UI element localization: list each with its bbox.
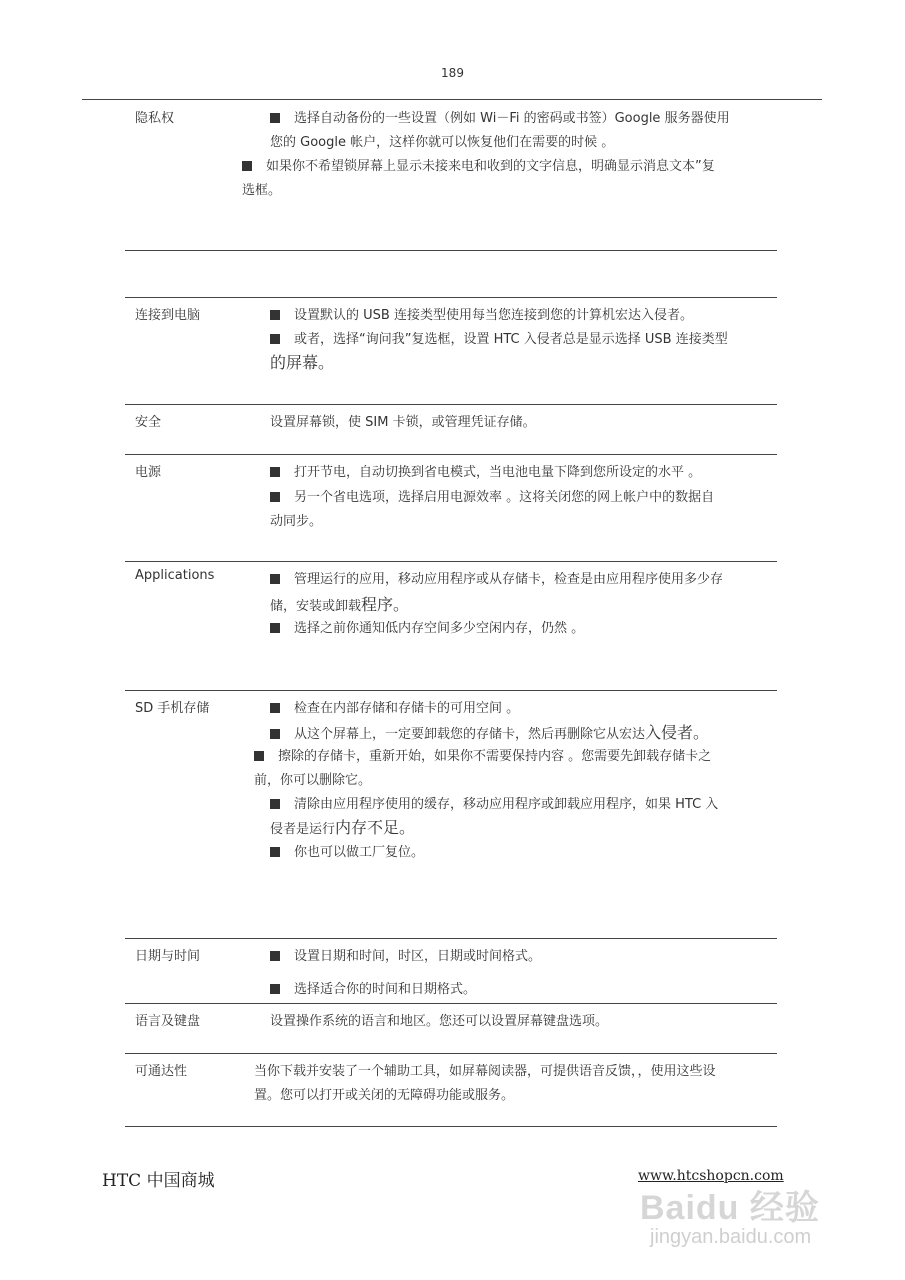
pc-line: 的屏幕。 <box>270 353 335 372</box>
accessibility-line: 置。您可以打开或关闭的无障碍功能或服务。 <box>254 1088 515 1103</box>
security-line: 设置屏幕锁，使 SIM 卡锁，或管理凭证存储。 <box>270 415 536 430</box>
bullet-square-icon <box>270 984 280 994</box>
datetime-line: 设置日期和时间，时区，日期或时间格式。 <box>270 945 541 964</box>
section-divider <box>125 1053 777 1054</box>
bullet-square-icon <box>270 703 280 713</box>
bullet-square-icon <box>270 467 280 477</box>
accessibility-line: 当你下载并安装了一个辅助工具，如屏幕阅读器，可提供语音反馈，，使用这些设 <box>254 1064 716 1079</box>
sd-label: SD 手机存储 <box>135 701 210 716</box>
apps-label: Applications <box>135 568 215 583</box>
apps-line: 管理运行的应用，移动应用程序或从存储卡，检查是由应用程序使用多少存 <box>270 568 723 587</box>
sd-line: 侵者是运行内存不足。 <box>270 818 416 837</box>
language-line: 设置操作系统的语言和地区。您还可以设置屏幕键盘选项。 <box>270 1014 609 1029</box>
datetime-line: 选择适合你的时间和日期格式。 <box>270 978 476 997</box>
privacy-line: 选择自动备份的一些设置（例如 Wi－Fi 的密码或书签）Google 服务器使用 <box>270 107 730 126</box>
power-line: 打开节电，自动切换到省电模式，当电池电量下降到您所设定的水平 。 <box>270 461 701 480</box>
section-divider <box>125 297 777 298</box>
bullet-square-icon <box>242 161 252 171</box>
footer-store-name: HTC 中国商城 <box>102 1171 215 1191</box>
top-rule <box>82 99 822 100</box>
section-divider <box>125 561 777 562</box>
power-line: 另一个省电选项，选择启用电源效率 。这将关闭您的网上帐户中的数据自 <box>270 486 714 505</box>
bullet-square-icon <box>270 334 280 344</box>
privacy-line: 选框。 <box>242 183 282 198</box>
section-divider <box>125 690 777 691</box>
footer-url-link[interactable]: www.htcshopcn.com <box>638 1168 784 1184</box>
pc-line: 或者，选择“询问我”复选框，设置 HTC 入侵者总是显示选择 USB 连接类型 <box>270 328 728 347</box>
sd-line: 清除由应用程序使用的缓存，移动应用程序或卸载应用程序，如果 HTC 入 <box>270 793 718 812</box>
bullet-square-icon <box>270 951 280 961</box>
sd-line: 你也可以做工厂复位。 <box>270 841 424 860</box>
bullet-square-icon <box>270 492 280 502</box>
privacy-label: 隐私权 <box>135 111 175 126</box>
bullet-square-icon <box>270 799 280 809</box>
pc-line: 设置默认的 USB 连接类型使用每当您连接到您的计算机宏达入侵者。 <box>270 304 693 323</box>
apps-line: 储，安装或卸载程序。 <box>270 595 410 614</box>
bullet-square-icon <box>270 623 280 633</box>
apps-line: 选择之前你通知低内存空间多少空闲内存，仍然 。 <box>270 617 584 636</box>
section-divider <box>125 250 777 251</box>
section-divider <box>125 938 777 939</box>
security-label: 安全 <box>135 415 162 430</box>
accessibility-label: 可通达性 <box>135 1064 188 1079</box>
bullet-square-icon <box>270 310 280 320</box>
pc-label: 连接到电脑 <box>135 308 201 323</box>
bullet-square-icon <box>270 574 280 584</box>
section-divider <box>125 404 777 405</box>
sd-line: 前，你可以删除它。 <box>254 773 372 788</box>
section-divider <box>125 1003 777 1004</box>
power-label: 电源 <box>135 465 162 480</box>
sd-line: 擦除的存储卡，重新开始，如果你不需要保持内容 。您需要先卸载存储卡之 <box>254 745 711 764</box>
sd-line: 检查在内部存储和存储卡的可用空间 。 <box>270 697 519 716</box>
page-number: 189 <box>441 66 464 80</box>
privacy-line: 如果你不希望锁屏幕上显示未接来电和收到的文字信息，明确显示消息文本”复 <box>242 155 715 174</box>
datetime-label: 日期与时间 <box>135 949 201 964</box>
bullet-square-icon <box>254 751 264 761</box>
sd-line: 从这个屏幕上，一定要卸载您的存储卡，然后再删除它从宏达入侵者。 <box>270 720 709 743</box>
bullet-square-icon <box>270 847 280 857</box>
baidu-watermark-url: jingyan.baidu.com <box>650 1226 812 1248</box>
section-divider <box>125 454 777 455</box>
language-label: 语言及键盘 <box>135 1014 201 1029</box>
bullet-square-icon <box>270 113 280 123</box>
bottom-rule <box>125 1126 777 1127</box>
power-line: 动同步。 <box>270 514 323 529</box>
baidu-watermark-logo: Baidu 经验 <box>640 1189 820 1227</box>
privacy-line: 您的 Google 帐户，这样你就可以恢复他们在需要的时候 。 <box>270 135 615 150</box>
bullet-square-icon <box>270 729 280 739</box>
